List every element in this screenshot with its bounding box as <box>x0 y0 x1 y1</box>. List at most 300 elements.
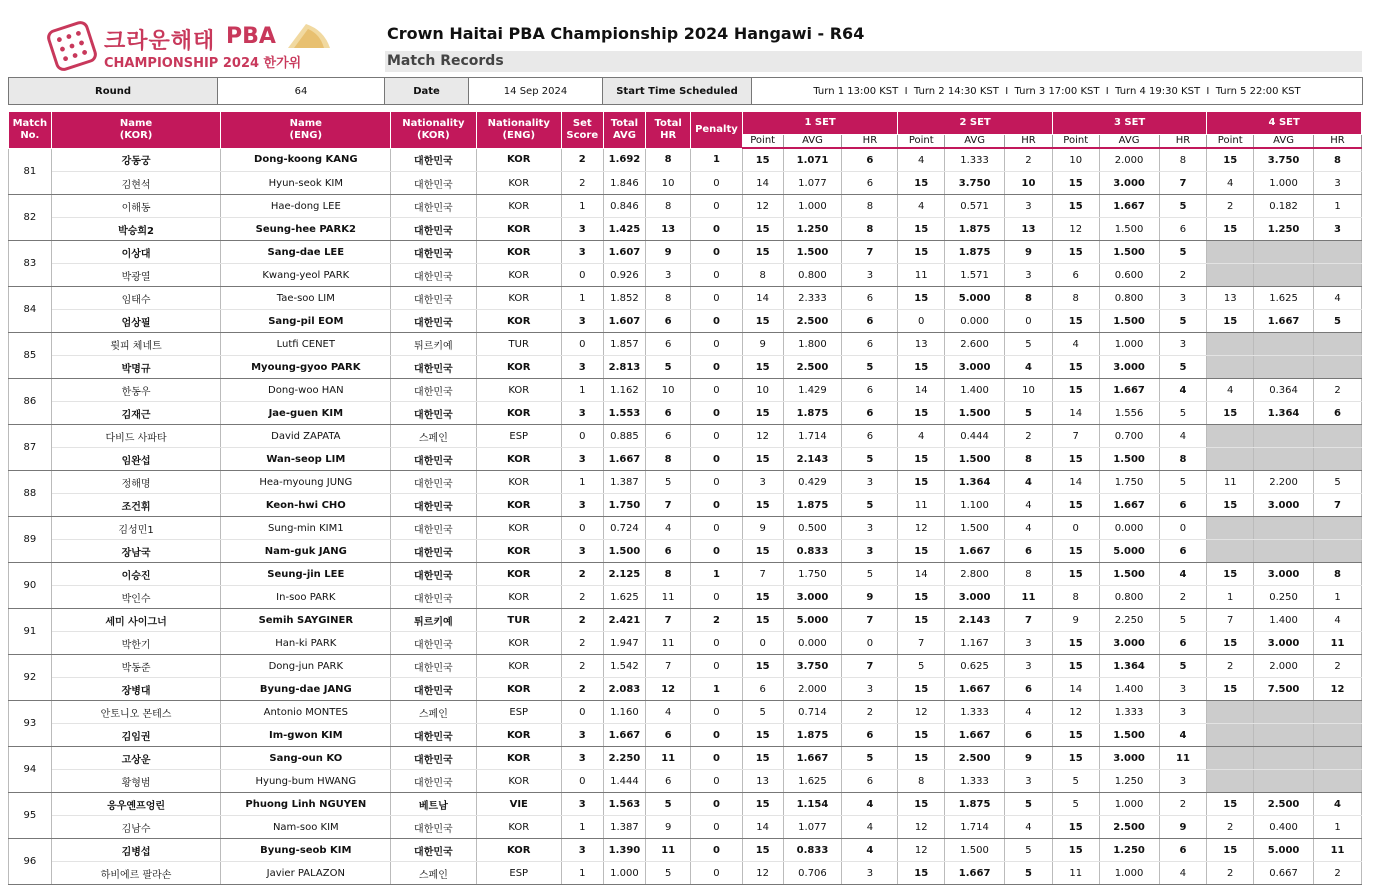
total-hr: 10 <box>646 172 691 195</box>
set-4-avg: 3.000 <box>1254 494 1314 517</box>
set-1-avg: 1.000 <box>783 195 842 218</box>
player-name-eng: Dong-jun PARK <box>221 655 391 678</box>
player-name-kor: 하비에르 팔라손 <box>51 862 221 885</box>
set-2-point: 15 <box>898 540 945 563</box>
nationality-eng: KOR <box>476 379 561 402</box>
total-avg: 1.692 <box>603 148 646 172</box>
total-hr: 6 <box>646 724 691 747</box>
set-2-point: 4 <box>898 425 945 448</box>
total-hr: 8 <box>646 563 691 586</box>
total-hr: 5 <box>646 793 691 816</box>
penalty: 0 <box>691 172 743 195</box>
player-name-eng: Byung-seob KIM <box>221 839 391 862</box>
set-2-avg: 0.571 <box>945 195 1005 218</box>
set-4-hr: 2 <box>1314 379 1362 402</box>
set-3-avg: 1.500 <box>1099 724 1159 747</box>
set-3-point: 15 <box>1052 540 1099 563</box>
player-row <box>9 264 1362 287</box>
set-1-hr: 6 <box>842 148 898 172</box>
set-4-point <box>1207 701 1254 724</box>
set-4-avg: 1.000 <box>1254 172 1314 195</box>
set-4-hr <box>1314 448 1362 471</box>
set-4-point: 11 <box>1207 471 1254 494</box>
set-4-point: 15 <box>1207 494 1254 517</box>
set-score: 3 <box>561 218 603 241</box>
set-2-avg: 1.364 <box>945 471 1005 494</box>
match-number: 96 <box>9 839 52 885</box>
total-hr: 5 <box>646 862 691 885</box>
set-3-hr: 6 <box>1159 540 1207 563</box>
set-3-point: 15 <box>1052 494 1099 517</box>
set-4-avg <box>1254 701 1314 724</box>
set-3-avg: 1.667 <box>1099 195 1159 218</box>
set-2-hr: 5 <box>1005 839 1053 862</box>
set-4-hr <box>1314 747 1362 770</box>
set-1-point: 9 <box>742 517 783 540</box>
player-row <box>9 655 1362 678</box>
set-1-avg: 1.875 <box>783 494 842 517</box>
total-avg: 1.607 <box>603 241 646 264</box>
player-name-kor: 박인수 <box>51 586 221 609</box>
set-1-point: 15 <box>742 793 783 816</box>
total-avg: 1.000 <box>603 862 646 885</box>
match-number: 87 <box>9 425 52 471</box>
dice-logo-icon <box>44 18 100 74</box>
set-2-point: 15 <box>898 218 945 241</box>
nationality-kor: 대한민국 <box>391 724 476 747</box>
player-row <box>9 333 1362 356</box>
set-3-avg: 1.250 <box>1099 839 1159 862</box>
logo-korean-text: 크라운해태 <box>104 29 216 54</box>
player-row <box>9 218 1362 241</box>
set-1-avg: 2.500 <box>783 356 842 379</box>
set-3-hr: 3 <box>1159 287 1207 310</box>
set-2-point: 12 <box>898 701 945 724</box>
total-hr: 6 <box>646 310 691 333</box>
total-avg: 2.083 <box>603 678 646 701</box>
set-4-point: 15 <box>1207 678 1254 701</box>
set-3-avg: 1.000 <box>1099 333 1159 356</box>
set-1-avg: 0.429 <box>783 471 842 494</box>
set-2-hr: 2 <box>1005 425 1053 448</box>
match-number: 86 <box>9 379 52 425</box>
set-2-point: 15 <box>898 793 945 816</box>
player-row <box>9 172 1362 195</box>
set-1-hr: 3 <box>842 517 898 540</box>
set-4-point: 2 <box>1207 816 1254 839</box>
set-3-hr: 11 <box>1159 747 1207 770</box>
set-2-avg: 1.875 <box>945 793 1005 816</box>
set-3-point: 14 <box>1052 678 1099 701</box>
set-4-avg: 2.500 <box>1254 793 1314 816</box>
set-2-avg: 3.000 <box>945 586 1005 609</box>
nationality-eng: KOR <box>476 839 561 862</box>
info-table <box>8 77 1363 105</box>
total-avg: 1.390 <box>603 839 646 862</box>
set-3-hr: 8 <box>1159 148 1207 172</box>
set-3-avg: 1.500 <box>1099 563 1159 586</box>
total-avg: 1.500 <box>603 540 646 563</box>
nationality-kor: 스페인 <box>391 862 476 885</box>
set-3-avg: 1.000 <box>1099 793 1159 816</box>
set-2-point: 12 <box>898 816 945 839</box>
player-name-kor: 김남수 <box>51 816 221 839</box>
match-number: 89 <box>9 517 52 563</box>
player-name-kor: 김성민1 <box>51 517 221 540</box>
match-number: 84 <box>9 287 52 333</box>
set-3-hr: 4 <box>1159 425 1207 448</box>
set-2-avg: 3.000 <box>945 356 1005 379</box>
set-3-point: 14 <box>1052 402 1099 425</box>
set-score: 2 <box>561 563 603 586</box>
set-3-point: 6 <box>1052 264 1099 287</box>
set-3-hr: 3 <box>1159 770 1207 793</box>
penalty: 0 <box>691 264 743 287</box>
nationality-eng: KOR <box>476 241 561 264</box>
set-4-point <box>1207 425 1254 448</box>
set-1-avg: 0.833 <box>783 540 842 563</box>
player-row <box>9 586 1362 609</box>
set-score: 0 <box>561 517 603 540</box>
penalty: 2 <box>691 609 743 632</box>
set-1-hr: 4 <box>842 816 898 839</box>
set-score: 3 <box>561 747 603 770</box>
player-row <box>9 402 1362 425</box>
set-3-point: 5 <box>1052 793 1099 816</box>
set-1-hr: 5 <box>842 448 898 471</box>
set-score: 2 <box>561 609 603 632</box>
set-4-hr: 1 <box>1314 816 1362 839</box>
set-score: 1 <box>561 816 603 839</box>
col-total-avg: Total AVG <box>603 112 646 149</box>
set-4-avg <box>1254 356 1314 379</box>
player-name-eng: Byung-dae JANG <box>221 678 391 701</box>
player-name-eng: Keon-hwi CHO <box>221 494 391 517</box>
set-4-avg: 0.400 <box>1254 816 1314 839</box>
set-1-avg: 1.071 <box>783 148 842 172</box>
set-4-point <box>1207 356 1254 379</box>
set-score: 1 <box>561 471 603 494</box>
set-4-avg: 1.400 <box>1254 609 1314 632</box>
set-4-point: 15 <box>1207 793 1254 816</box>
nationality-kor: 대한민국 <box>391 264 476 287</box>
set-score: 2 <box>561 678 603 701</box>
total-avg: 0.885 <box>603 425 646 448</box>
set-4-hr: 8 <box>1314 148 1362 172</box>
set-1-point: 15 <box>742 609 783 632</box>
nationality-kor: 대한민국 <box>391 287 476 310</box>
set-1-point: 15 <box>742 540 783 563</box>
set-3-avg: 1.500 <box>1099 218 1159 241</box>
set-3-point: 15 <box>1052 195 1099 218</box>
set-2-hr: 3 <box>1005 195 1053 218</box>
total-hr: 11 <box>646 586 691 609</box>
set-4-hr: 2 <box>1314 655 1362 678</box>
set-1-point: 12 <box>742 425 783 448</box>
set-3-avg: 2.500 <box>1099 816 1159 839</box>
set-4-point: 15 <box>1207 218 1254 241</box>
set-3-avg: 2.250 <box>1099 609 1159 632</box>
nationality-eng: KOR <box>476 540 561 563</box>
set-1-avg: 1.077 <box>783 172 842 195</box>
player-name-eng: Hyun-seok KIM <box>221 172 391 195</box>
nationality-eng: KOR <box>476 563 561 586</box>
set-2-point: 15 <box>898 678 945 701</box>
set-2-hr: 5 <box>1005 862 1053 885</box>
total-hr: 6 <box>646 333 691 356</box>
total-hr: 6 <box>646 770 691 793</box>
set-1-hr: 6 <box>842 172 898 195</box>
set-1-point: 10 <box>742 379 783 402</box>
set-1-hr: 5 <box>842 356 898 379</box>
player-row <box>9 816 1362 839</box>
set-1-hr: 6 <box>842 770 898 793</box>
nationality-kor: 대한민국 <box>391 586 476 609</box>
set-3-point: 15 <box>1052 356 1099 379</box>
col-name-kor: Name (KOR) <box>51 112 221 149</box>
set-1-point: 15 <box>742 724 783 747</box>
total-hr: 10 <box>646 379 691 402</box>
set-1-hr: 6 <box>842 425 898 448</box>
set-1-hr: 6 <box>842 287 898 310</box>
set-4-hr: 12 <box>1314 678 1362 701</box>
set-2-point: 4 <box>898 148 945 172</box>
set-2-avg: 1.500 <box>945 402 1005 425</box>
nationality-eng: ESP <box>476 425 561 448</box>
player-name-kor: 세미 사이그너 <box>51 609 221 632</box>
match-number: 82 <box>9 195 52 241</box>
set-1-point: 15 <box>742 747 783 770</box>
set-2-point: 11 <box>898 494 945 517</box>
nationality-kor: 대한민국 <box>391 632 476 655</box>
nationality-eng: KOR <box>476 310 561 333</box>
set-3-point: 15 <box>1052 172 1099 195</box>
set-2-hr: 13 <box>1005 218 1053 241</box>
col-set-1-hr: HR <box>842 135 898 149</box>
set-2-point: 15 <box>898 862 945 885</box>
set-2-hr: 3 <box>1005 770 1053 793</box>
penalty: 0 <box>691 724 743 747</box>
set-3-point: 15 <box>1052 655 1099 678</box>
set-2-hr: 10 <box>1005 379 1053 402</box>
set-2-hr: 3 <box>1005 655 1053 678</box>
col-nationality-kor: Nationality (KOR) <box>391 112 476 149</box>
set-score: 3 <box>561 494 603 517</box>
set-score: 3 <box>561 241 603 264</box>
set-2-hr: 11 <box>1005 586 1053 609</box>
set-2-avg: 1.100 <box>945 494 1005 517</box>
set-3-avg: 0.000 <box>1099 517 1159 540</box>
nationality-kor: 대한민국 <box>391 494 476 517</box>
penalty: 0 <box>691 839 743 862</box>
penalty: 0 <box>691 448 743 471</box>
player-name-eng: Kwang-yeol PARK <box>221 264 391 287</box>
penalty: 0 <box>691 816 743 839</box>
set-4-hr: 7 <box>1314 494 1362 517</box>
penalty: 0 <box>691 195 743 218</box>
set-score: 2 <box>561 586 603 609</box>
set-4-avg <box>1254 747 1314 770</box>
set-2-hr: 0 <box>1005 310 1053 333</box>
total-hr: 4 <box>646 517 691 540</box>
set-2-point: 8 <box>898 770 945 793</box>
set-4-hr: 4 <box>1314 609 1362 632</box>
nationality-eng: KOR <box>476 494 561 517</box>
set-4-avg: 0.250 <box>1254 586 1314 609</box>
player-name-eng: Javier PALAZON <box>221 862 391 885</box>
player-name-eng: Han-ki PARK <box>221 632 391 655</box>
set-2-hr: 6 <box>1005 540 1053 563</box>
set-3-avg: 3.000 <box>1099 632 1159 655</box>
set-2-avg: 1.667 <box>945 862 1005 885</box>
set-score: 3 <box>561 793 603 816</box>
set-1-hr: 6 <box>842 333 898 356</box>
set-4-hr: 3 <box>1314 218 1362 241</box>
set-4-hr: 11 <box>1314 839 1362 862</box>
total-avg: 1.846 <box>603 172 646 195</box>
set-4-avg: 1.625 <box>1254 287 1314 310</box>
set-1-avg: 0.500 <box>783 517 842 540</box>
set-4-avg: 3.750 <box>1254 148 1314 172</box>
player-name-eng: Tae-soo LIM <box>221 287 391 310</box>
set-2-hr: 4 <box>1005 356 1053 379</box>
col-set-2-hr: HR <box>1005 135 1053 149</box>
set-3-point: 15 <box>1052 448 1099 471</box>
subtitle-bar <box>385 51 1362 72</box>
total-avg: 1.542 <box>603 655 646 678</box>
set-4-hr <box>1314 724 1362 747</box>
set-3-avg: 1.364 <box>1099 655 1159 678</box>
total-avg: 1.852 <box>603 287 646 310</box>
set-4-point: 15 <box>1207 839 1254 862</box>
player-name-kor: 김현석 <box>51 172 221 195</box>
set-2-hr: 3 <box>1005 264 1053 287</box>
penalty: 1 <box>691 148 743 172</box>
set-2-avg: 1.667 <box>945 540 1005 563</box>
nationality-eng: VIE <box>476 793 561 816</box>
nationality-eng: KOR <box>476 218 561 241</box>
set-4-avg: 1.667 <box>1254 310 1314 333</box>
set-2-avg: 1.500 <box>945 517 1005 540</box>
set-1-hr: 7 <box>842 241 898 264</box>
set-3-avg: 3.000 <box>1099 747 1159 770</box>
set-2-avg: 2.800 <box>945 563 1005 586</box>
set-1-point: 15 <box>742 218 783 241</box>
set-4-point <box>1207 264 1254 287</box>
penalty: 0 <box>691 241 743 264</box>
set-1-avg: 2.500 <box>783 310 842 333</box>
nationality-eng: TUR <box>476 609 561 632</box>
penalty: 1 <box>691 563 743 586</box>
set-score: 1 <box>561 195 603 218</box>
set-3-hr: 6 <box>1159 218 1207 241</box>
player-row <box>9 310 1362 333</box>
total-avg: 1.553 <box>603 402 646 425</box>
col-nationality-eng: Nationality (ENG) <box>476 112 561 149</box>
set-4-hr <box>1314 241 1362 264</box>
total-avg: 1.667 <box>603 724 646 747</box>
player-row <box>9 356 1362 379</box>
set-4-hr: 4 <box>1314 793 1362 816</box>
set-3-point: 7 <box>1052 425 1099 448</box>
nationality-eng: KOR <box>476 264 561 287</box>
set-4-hr: 5 <box>1314 310 1362 333</box>
set-1-hr: 3 <box>842 678 898 701</box>
set-2-avg: 1.571 <box>945 264 1005 287</box>
col-name-eng: Name (ENG) <box>221 112 391 149</box>
set-1-hr: 3 <box>842 540 898 563</box>
set-3-hr: 5 <box>1159 471 1207 494</box>
total-hr: 11 <box>646 632 691 655</box>
set-2-hr: 4 <box>1005 517 1053 540</box>
player-name-kor: 김병섭 <box>51 839 221 862</box>
total-hr: 13 <box>646 218 691 241</box>
col-set-2-avg: AVG <box>945 135 1005 149</box>
date-value: 14 Sep 2024 <box>469 78 603 105</box>
set-1-avg: 2.333 <box>783 287 842 310</box>
set-3-hr: 3 <box>1159 678 1207 701</box>
player-name-kor: 박한기 <box>51 632 221 655</box>
set-4-avg: 1.364 <box>1254 402 1314 425</box>
player-name-eng: Sang-dae LEE <box>221 241 391 264</box>
set-3-avg: 1.750 <box>1099 471 1159 494</box>
total-hr: 6 <box>646 402 691 425</box>
shuttle-logo-icon <box>284 20 334 52</box>
set-4-point <box>1207 747 1254 770</box>
player-name-eng: Sung-min KIM1 <box>221 517 391 540</box>
set-2-point: 15 <box>898 241 945 264</box>
set-score: 3 <box>561 540 603 563</box>
set-4-point: 13 <box>1207 287 1254 310</box>
nationality-kor: 대한민국 <box>391 816 476 839</box>
set-3-avg: 5.000 <box>1099 540 1159 563</box>
set-3-point: 15 <box>1052 839 1099 862</box>
penalty: 0 <box>691 494 743 517</box>
set-3-hr: 4 <box>1159 862 1207 885</box>
total-hr: 6 <box>646 425 691 448</box>
set-2-hr: 3 <box>1005 632 1053 655</box>
set-4-point: 15 <box>1207 563 1254 586</box>
player-name-eng: Jae-guen KIM <box>221 402 391 425</box>
set-3-hr: 7 <box>1159 172 1207 195</box>
player-name-eng: David ZAPATA <box>221 425 391 448</box>
set-1-avg: 0.706 <box>783 862 842 885</box>
nationality-kor: 대한민국 <box>391 402 476 425</box>
player-name-eng: Im-gwon KIM <box>221 724 391 747</box>
total-avg: 2.250 <box>603 747 646 770</box>
player-name-kor: 이승진 <box>51 563 221 586</box>
col-set-1: 1 SET <box>742 112 898 135</box>
set-4-hr: 2 <box>1314 862 1362 885</box>
set-2-hr: 9 <box>1005 241 1053 264</box>
set-2-avg: 3.750 <box>945 172 1005 195</box>
set-4-hr: 11 <box>1314 632 1362 655</box>
col-total-hr: Total HR <box>646 112 691 149</box>
set-1-point: 9 <box>742 333 783 356</box>
set-1-hr: 9 <box>842 586 898 609</box>
set-1-avg: 3.000 <box>783 586 842 609</box>
set-3-hr: 5 <box>1159 402 1207 425</box>
set-3-point: 12 <box>1052 218 1099 241</box>
page-title: Crown Haitai PBA Championship 2024 Hangawi - R64 <box>387 24 865 43</box>
set-4-avg <box>1254 425 1314 448</box>
match-number: 88 <box>9 471 52 517</box>
set-4-point: 4 <box>1207 379 1254 402</box>
nationality-eng: KOR <box>476 770 561 793</box>
set-4-avg <box>1254 264 1314 287</box>
set-2-point: 13 <box>898 333 945 356</box>
set-1-point: 15 <box>742 356 783 379</box>
